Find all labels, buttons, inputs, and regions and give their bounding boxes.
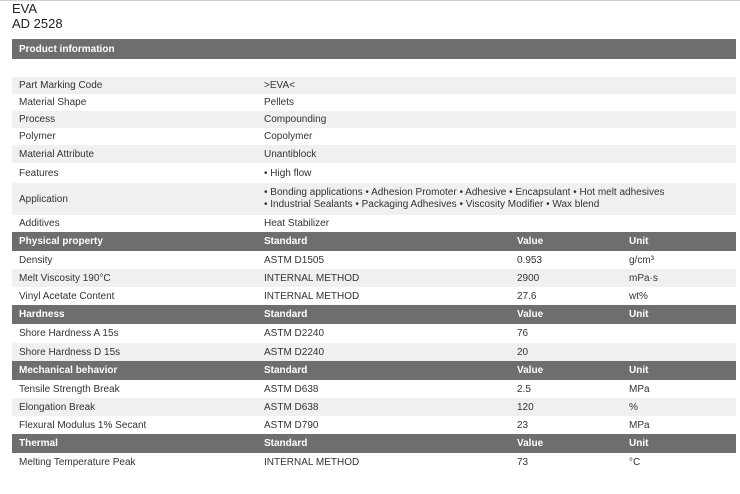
property-name: Flexural Modulus 1% Secant [19,419,147,431]
table-row [12,416,736,434]
info-row [12,94,736,111]
property-name: Melt Viscosity 190°C [19,272,111,284]
info-row [12,145,736,163]
info-row [12,163,736,183]
info-label: Additives [19,218,60,229]
test-standard: INTERNAL METHOD [264,272,360,284]
test-standard: ASTM D638 [264,401,319,413]
unit-column-header: Unit [629,438,649,449]
value-column-header: Value [517,236,544,247]
application-line: • Bonding applications • Adhesion Promoter • Adhesive • Encapsulant • Hot melt adhesives [264,187,665,198]
info-label: Polymer [19,131,56,142]
info-row [12,77,736,94]
value-column-header: Value [517,309,544,320]
table-row [12,398,736,416]
property-value: 2.5 [517,383,531,395]
info-value: Heat Stabilizer [264,218,330,229]
section-title: Hardness [19,309,65,320]
property-value: 76 [517,328,529,339]
property-value: 73 [517,457,529,468]
datasheet-table [12,39,736,472]
info-value: Unantiblock [264,148,317,160]
standard-column-header: Standard [264,365,308,376]
info-label: Features [19,167,59,179]
value-column-header: Value [517,438,544,449]
info-label: Material Attribute [19,148,95,160]
property-name: Shore Hardness D 15s [19,346,121,358]
table-row [12,324,736,343]
info-label: Process [19,114,56,125]
test-standard: ASTM D2240 [264,346,325,358]
property-value: 120 [517,401,534,413]
unit-column-header: Unit [629,365,649,376]
section-header [12,434,736,453]
info-row [12,183,736,215]
spacer-row [12,59,736,77]
property-name: Density [19,254,53,266]
property-unit: mPa·s [629,272,658,284]
test-standard: ASTM D638 [264,383,319,395]
standard-column-header: Standard [264,438,308,449]
product-family: EVA [12,1,38,16]
property-unit: % [629,401,638,413]
info-value: Compounding [264,114,327,125]
product-info-title: Product information [19,43,115,55]
unit-column-header: Unit [629,236,649,247]
info-label: Part Marking Code [19,80,103,91]
info-value: >EVA< [264,80,295,91]
test-standard: INTERNAL METHOD [264,457,360,468]
property-value: 2900 [517,272,540,284]
application-list [264,183,665,215]
standard-column-header: Standard [264,236,308,247]
standard-column-header: Standard [264,309,308,320]
value-column-header: Value [517,365,544,376]
test-standard: ASTM D2240 [264,328,325,339]
section-title: Physical property [19,236,103,247]
section-title: Mechanical behavior [19,365,118,376]
info-row [12,215,736,232]
section-header [12,361,736,380]
application-line: • Industrial Sealants • Packaging Adhesives • Viscosity Modifier • Wax blend [264,199,600,210]
test-standard: INTERNAL METHOD [264,290,360,302]
property-unit: MPa [629,383,650,395]
info-value: Copolymer [264,131,313,142]
product-info-header [12,39,736,59]
table-row [12,269,736,287]
table-row [12,287,736,305]
test-standard: ASTM D1505 [264,254,325,266]
table-row [12,343,736,361]
property-name: Elongation Break [19,401,96,413]
property-unit: wt% [629,290,648,302]
section-header [12,305,736,324]
section-title: Thermal [19,438,58,449]
table-row [12,453,736,472]
property-name: Shore Hardness A 15s [19,328,119,339]
test-standard: ASTM D790 [264,419,319,431]
info-row [12,128,736,145]
info-row [12,111,736,128]
property-unit: g/cm³ [629,254,654,266]
property-value: 23 [517,419,529,431]
product-grade: AD 2528 [12,16,63,31]
property-value: 0.953 [517,254,543,266]
property-name: Vinyl Acetate Content [19,290,115,302]
info-label: Application [19,193,68,205]
top-divider [0,0,740,1]
info-value: • High flow [264,167,312,179]
property-name: Melting Temperature Peak [19,457,136,468]
section-header [12,232,736,251]
property-value: 27.6 [517,290,537,302]
property-value: 20 [517,346,529,358]
property-unit: °C [629,457,641,468]
info-value: Pellets [264,97,295,108]
property-unit: MPa [629,419,650,431]
info-label: Material Shape [19,97,87,108]
table-row [12,380,736,398]
table-row [12,251,736,269]
property-name: Tensile Strength Break [19,383,120,395]
unit-column-header: Unit [629,309,649,320]
